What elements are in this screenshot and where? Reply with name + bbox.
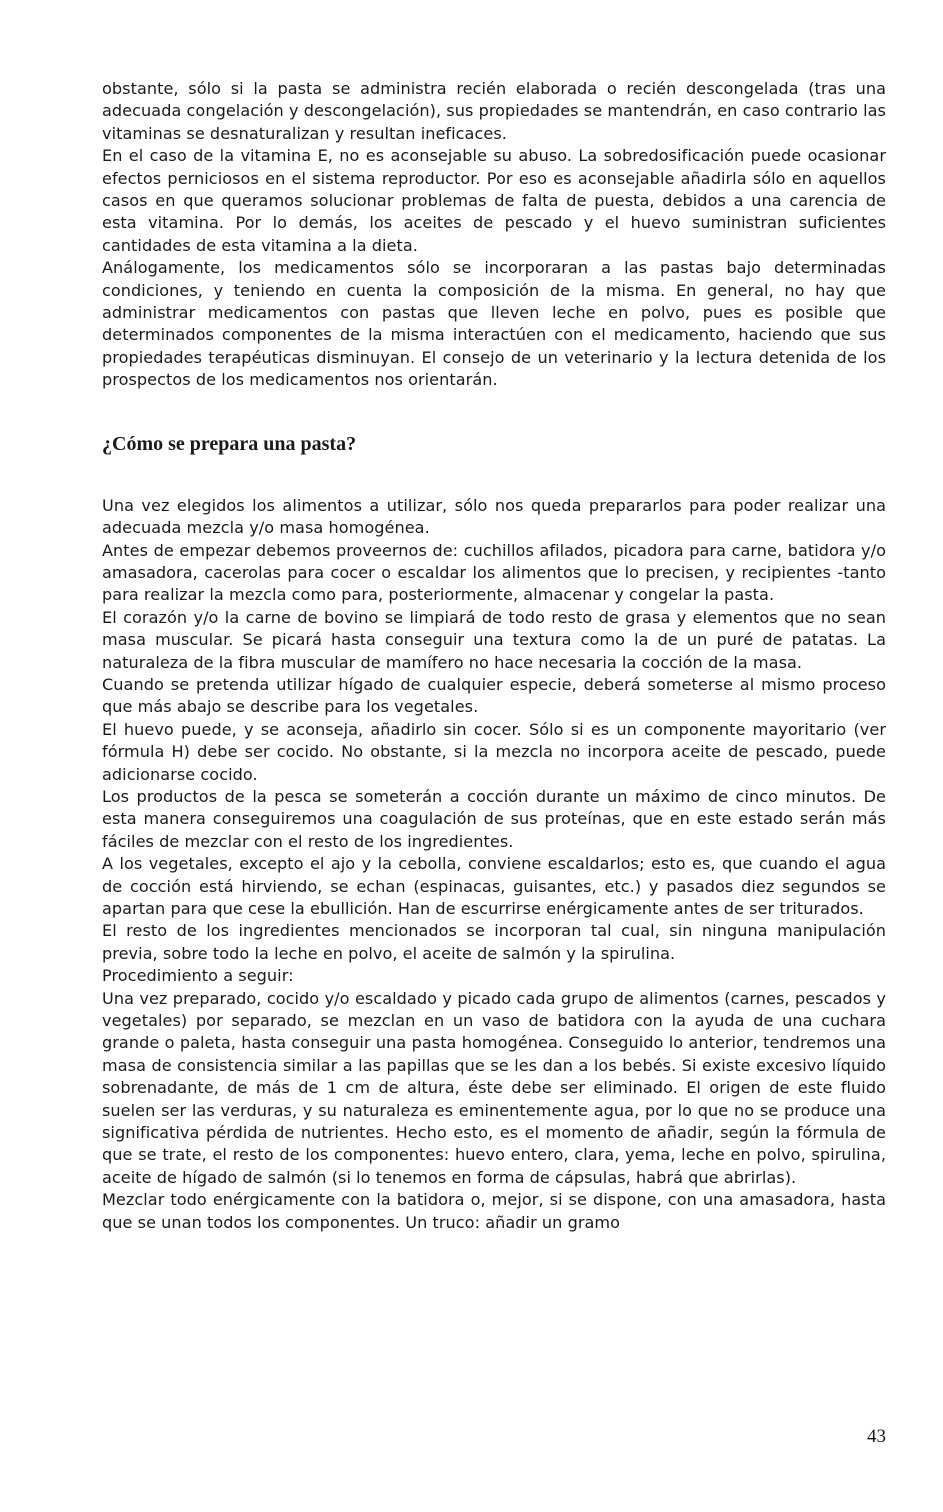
paragraph-heart-meat: El corazón y/o la carne de bovino se limpiará de todo resto de grasa y elementos que no sean masa muscular. Se picará hasta conseguir una textura como la de un puré de patatas. La naturaleza de la fibra muscular de mamífero no hace necesaria la cocción de la masa. <box>102 607 886 672</box>
paragraph-vitamin-e: En el caso de la vitamina E, no es aconsejable su abuso. La sobredosificación puede ocasionar efectos perniciosos en el sistema reproductor. Por eso es aconsejable añadirla sólo en aquellos casos en que queramos solucionar problemas de falta de puesta, debidos a una carencia de esta vitamina. Por lo demás, los aceites de pescado y el huevo suministran suficientes cantidades de esta vitamina a la dieta. <box>102 146 886 255</box>
paragraph-fish: Los productos de la pesca se someterán a cocción durante un máximo de cinco minutos. De esta manera conseguiremos una coagulación de sus proteínas, que en este estado serán más fáciles de mezclar con el resto de los ingredientes. <box>102 786 886 851</box>
page-body <box>102 78 886 1234</box>
paragraph-mixing: Mezclar todo enérgicamente con la batidora o, mejor, si se dispone, con una amasadora, hasta que se unan todos los componentes. Un truco: añadir un gramo <box>102 1190 886 1232</box>
paragraph-other-ingredients: El resto de los ingredientes mencionados se incorporan tal cual, sin ninguna manipulación previa, sobre todo la leche en polvo, el aceite de salmón y la spirulina. <box>102 921 886 963</box>
paragraph-tools: Antes de empezar debemos proveernos de: cuchillos afilados, picadora para carne, batidora y/o amasadora, cacerolas para cocer o escaldar los alimentos que lo precisen, y recipientes -tanto para realizar la mezcla como para, posteriormente, almacenar y congelar la pasta. <box>102 540 886 605</box>
paragraph-procedure-label: Procedimiento a seguir: <box>102 966 294 986</box>
paragraph-egg: El huevo puede, y se aconseja, añadirlo sin cocer. Sólo si es un componente mayoritario (ver fórmula H) debe ser cocido. No obstante, si la mezcla no incorpora aceite de pescado, puede adicionarse cocido. <box>102 719 886 784</box>
page-number: 43 <box>867 1426 886 1447</box>
section-heading: ¿Cómo se prepara una pasta? <box>102 432 357 455</box>
section-medications <box>102 78 886 392</box>
paragraph-medications: Análogamente, los medicamentos sólo se incorporaran a las pastas bajo determinadas condiciones, y teniendo en cuenta la composición de la misma. En general, no hay que administrar medicamentos con pastas que lleven leche en polvo, pues es posible que determinados componentes de la misma interactúen con el medicamento, haciendo que sus propiedades terapéuticas disminuyan. El consejo de un veterinario y la lectura detenida de los prospectos de los medicamentos nos orientarán. <box>102 258 886 390</box>
paragraph-intro: Una vez elegidos los alimentos a utilizar, sólo nos queda prepararlos para poder realizar una adecuada mezcla y/o masa homogénea. <box>102 495 886 538</box>
paragraph-vegetables: A los vegetales, excepto el ajo y la cebolla, conviene escaldarlos; esto es, que cuando el agua de cocción está hirviendo, se echan (espinacas, guisantes, etc.) y pasados diez segundos se apartan para que cese la ebullición. Han de escurrirse enérgicamente antes de ser triturados. <box>102 854 886 918</box>
paragraph-liver: Cuando se pretenda utilizar hígado de cualquier especie, deberá someterse al mismo proceso que más abajo se describe para los vegetales. <box>102 674 886 717</box>
section-preparation <box>102 495 886 1234</box>
paragraph-procedure: Una vez preparado, cocido y/o escaldado y picado cada grupo de alimentos (carnes, pescados y vegetales) por separado, se mezclan en un vaso de batidora con la ayuda de una cuchara grande o paleta, hasta conseguir una pasta homogénea. Conseguido lo anterior, tendremos una masa de consistencia similar a las papillas que se les dan a los bebés. Si existe excesivo líquido sobrenadante, de más de 1 cm de altura, éste debe ser eliminado. El origen de este fluido suelen ser las verduras, y su naturaleza es eminentemente agua, por lo que no se produce una significativa pérdida de nutrientes. Hecho esto, es el momento de añadir, según la fórmula de que se trate, el resto de los componentes: huevo entero, clara, yema, leche en polvo, spirulina, aceite de hígado de salmón (si lo tenemos en forma de cápsulas, habrá que abrirlas). <box>102 988 886 1187</box>
paragraph-vitamins-storage: obstante, sólo si la pasta se administra recién elaborada o recién descongelada (tras una adecuada congelación y descongelación), sus propiedades se mantendrán, en caso contrario las vitaminas se desnaturalizan y resultan ineficaces. <box>102 79 886 143</box>
